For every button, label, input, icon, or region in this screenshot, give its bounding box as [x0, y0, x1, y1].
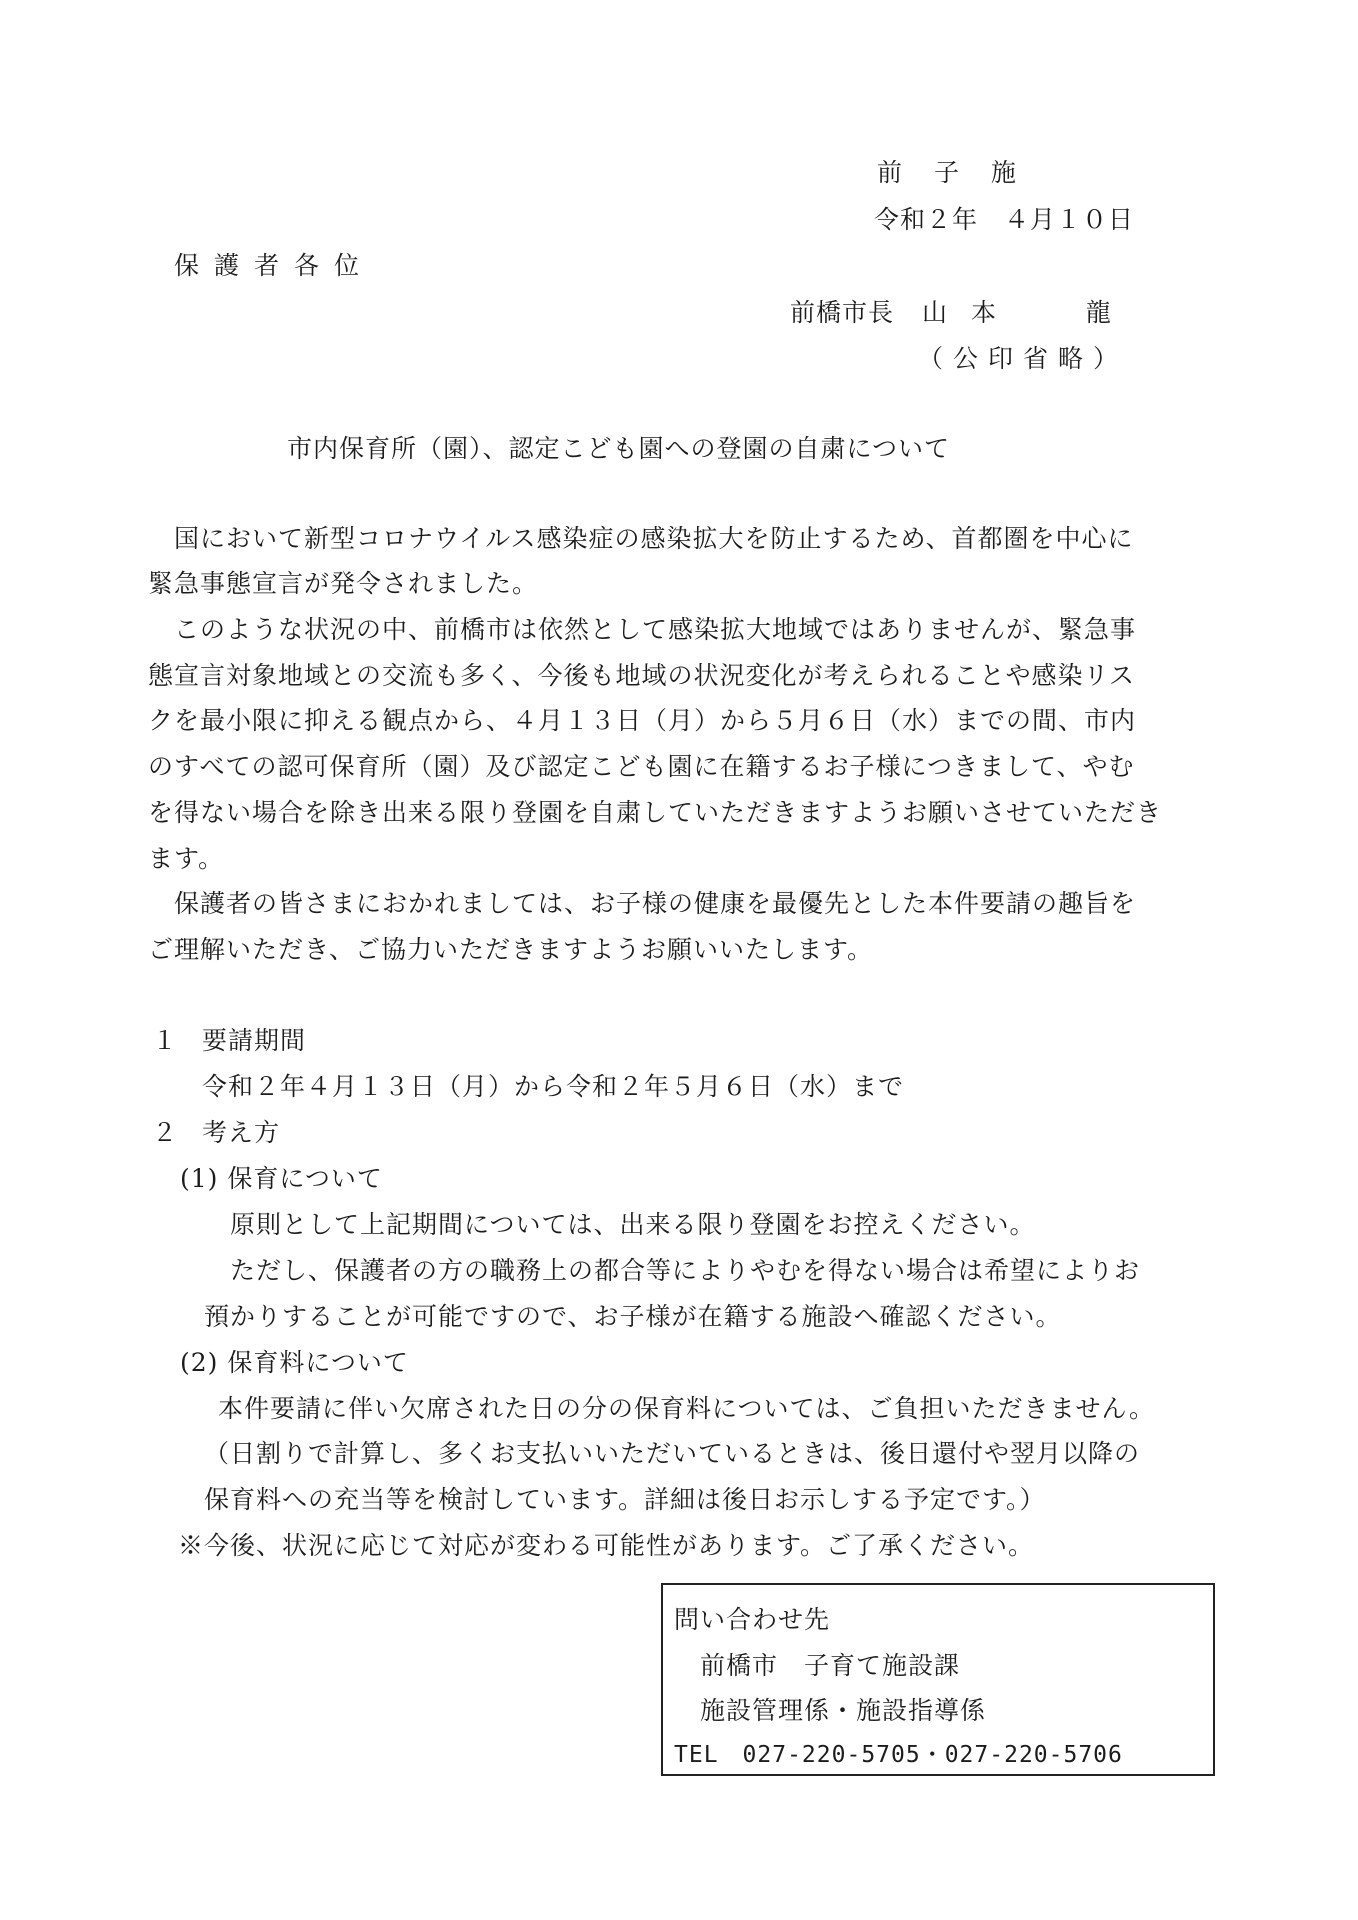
contact-phone: TEL 027-220-5705・027-220-5706 — [674, 1742, 1123, 1768]
body-line: を得ない場合を除き出来る限り登園を自粛していただきますようお願いさせていただき — [148, 798, 1163, 827]
subsection-1-line: 原則として上記期間については、出来る限り登園をお控えください。 — [230, 1210, 1036, 1239]
contact-office: 前橋市 子育て施設課 — [700, 1651, 961, 1680]
sender-name: 山 本 龍 — [922, 298, 1119, 327]
subsection-2-line: 本件要請に伴い欠席された日の分の保育料については、ご負担いただきません。 — [218, 1394, 1156, 1423]
document-date: 令和２年 ４月１０日 — [874, 205, 1135, 234]
subsection-2-heading: (2) 保育料について — [180, 1348, 409, 1377]
body-line: ます。 — [148, 844, 225, 873]
contact-box — [661, 1583, 1215, 1776]
doc-number: 前 子 施 — [877, 158, 1028, 187]
body-line: 態宣言対象地域との交流も多く、今後も地域の状況変化が考えられることや感染リス — [148, 661, 1136, 690]
document-title: 市内保育所（園）、認定こども園への登園の自粛について — [287, 434, 951, 463]
body-line: ご理解いただき、ご協力いただきますようお願いいたします。 — [148, 935, 874, 964]
contact-section: 施設管理係・施設指導係 — [700, 1696, 987, 1725]
body-line: 国において新型コロナウイルス感染症の感染拡大を防止するため、首都圏を中心に — [174, 524, 1134, 553]
section-1-heading: 要請期間 — [202, 1026, 307, 1055]
seal-note: （公印省略） — [918, 344, 1129, 373]
section-2-heading: 考え方 — [202, 1118, 281, 1147]
subsection-1-heading: (1) 保育について — [180, 1164, 383, 1193]
body-line: 緊急事態宣言が発令されました。 — [148, 569, 539, 598]
subsection-1-line: 預かりすることが可能ですので、お子様が在籍する施設へ確認ください。 — [204, 1302, 1062, 1331]
body-line: のすべての認可保育所（園）及び認定こども園に在籍するお子様につきまして、やむ — [148, 752, 1135, 781]
body-line: このような状況の中、前橋市は依然として感染拡大地域ではありませんが、緊急事 — [174, 615, 1137, 644]
section-1-text: 令和２年４月１３日（月）から令和２年５月６日（水）まで — [202, 1072, 905, 1101]
body-line: クを最小限に抑える観点から、４月１３日（月）から５月６日（水）までの間、市内 — [148, 706, 1137, 735]
subsection-2-line: （日割りで計算し、多くお支払いいただいているときは、後日還付や翌月以降の — [204, 1439, 1141, 1468]
subsection-2-line: 保育料への充当等を検討しています。詳細は後日お示しする予定です。） — [204, 1485, 1046, 1514]
subsection-1-line: ただし、保護者の方の職務上の都合等によりやむを得ない場合は希望によりお — [230, 1256, 1141, 1285]
sender-title: 前橋市長 — [790, 298, 895, 327]
section-2-number: ２ — [152, 1118, 179, 1147]
section-1-number: １ — [152, 1026, 179, 1055]
recipient: 保護者各位 — [174, 251, 375, 280]
closing-note: ※今後、状況に応じて対応が変わる可能性があります。ご了承ください。 — [178, 1531, 1035, 1560]
body-line: 保護者の皆さまにおかれましては、お子様の健康を最優先とした本件要請の趣旨を — [174, 889, 1137, 918]
contact-heading: 問い合わせ先 — [674, 1605, 831, 1634]
